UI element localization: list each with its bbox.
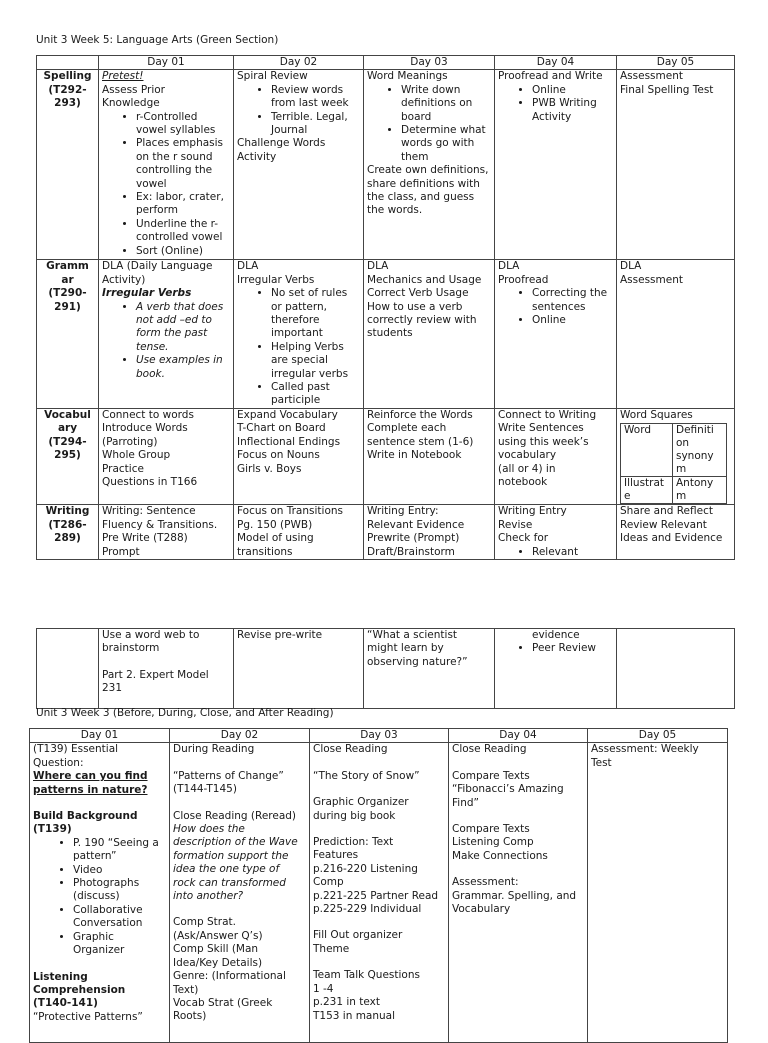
bullet-list: • Relevant [498,546,613,559]
continuation-day2: Revise pre-write [234,629,364,709]
close-reading-question: How does the description of the Wave formation support the idea the one type of rock can transformed into another? [173,823,298,903]
day-header: Day 05 [617,56,735,70]
vocabulary-day1: Connect to words Introduce Words (Parroting) Whole Group Practice Questions in T166 [99,408,234,504]
grammar-row [37,260,735,408]
vocabulary-row [37,408,735,504]
grammar-day4: DLA Proofread • Correcting the sentences • Online [495,260,617,408]
language-arts-table [36,55,735,560]
bullet-list: • r-Controlled vowel syllables • Places emphasis on the r sound controlling the vowel • Ex: labor, crater, perform • Underline the r-controlled vowel • Sort (Online) [102,111,230,258]
reading-day1: (T139) Essential Question: Where can you find patterns in nature? Build Background (T139) • P. 190 “Seeing a pattern” • Video • Photographs (discuss) • Collaborative Conversation • Graphic Organizer Listening Comprehension (T140-141) “Protective Patterns” [30,743,170,1043]
spelling-day4: Proofread and Write • Online • PWB Writing Activity [495,70,617,260]
spelling-day1: Pretest! Assess Prior Knowledge • r-Controlled vowel syllables • Places emphasis on the r sound controlling the vowel • Ex: labor, crater, perform • Underline the r-controlled vowel • Sort (Online) [99,70,234,260]
row-header-grammar: Gramm ar (T290- 291) [37,260,99,408]
writing-day1: Writing: Sentence Fluency & Transitions. Pre Write (T288) Prompt [99,505,234,560]
writing-day3: Writing Entry: Relevant Evidence Prewrite (Prompt) Draft/Brainstorm [364,505,495,560]
bullet-list: • Review words from last week • Terrible. Legal, Journal [237,84,360,138]
irregular-verbs-heading: Irregular Verbs [102,287,192,300]
word-square-antonym: Antony m [673,477,727,504]
grammar-day1: DLA (Daily Language Activity) Irregular Verbs • A verb that does not add –ed to form the past tense. • Use examples in book. [99,260,234,408]
grammar-day5: DLA Assessment [617,260,735,408]
spelling-day5: Assessment Final Spelling Test [617,70,735,260]
row-header-vocabulary: Vocabul ary (T294- 295) [37,408,99,504]
day-header: Day 03 [310,729,449,743]
continuation-day4: evidence • Peer Review [495,629,617,709]
section2-title: Unit 3 Week 3 (Before, During, Close, and After Reading) [36,707,334,719]
vocabulary-day4: Connect to Writing Write Sentences using this week’s vocabulary (all or 4) in notebook [495,408,617,504]
row-header-spelling: Spelling (T292- 293) [37,70,99,260]
vocabulary-day2: Expand Vocabulary T-Chart on Board Inflectional Endings Focus on Nouns Girls v. Boys [234,408,364,504]
reading-day2: During Reading “Patterns of Change” (T144-T145) Close Reading (Reread) How does the description of the Wave formation support the idea the one type of rock can transformed into another? Comp Strat. (Ask/Answer Q’s) Comp Skill (Man Idea/Key Details) Genre: (Informational Text) Vocab Strat (Greek Roots) [170,743,310,1043]
vocabulary-day5: Word Squares Word Definiti on synony m Illustrat e Antony m [617,408,735,504]
bullet-list: • P. 190 “Seeing a pattern” • Video • Photographs (discuss) • Collaborative Conversation • Graphic Organizer [33,837,166,958]
bullet-list: • Peer Review [498,642,613,655]
writing-day2: Focus on Transitions Pg. 150 (PWB) Model of using transitions [234,505,364,560]
continuation-day5 [617,629,735,709]
writing-continuation-row [37,629,735,709]
build-background-heading: Build Background (T139) [33,810,138,836]
writing-day4: Writing Entry Revise Check for • Relevant [495,505,617,560]
reading-row [30,743,728,1043]
bullet-list: • No set of rules or pattern, therefore important • Helping Verbs are special irregular verbs • Called past participle [237,287,360,408]
writing-row [37,505,735,560]
word-square-word: Word [621,424,673,477]
section1-title: Unit 3 Week 5: Language Arts (Green Section) [36,34,279,46]
grammar-day2: DLA Irregular Verbs • No set of rules or pattern, therefore important • Helping Verbs are special irregular verbs • Called past participle [234,260,364,408]
essential-question: Where can you find patterns in nature? [33,770,148,796]
day-header: Day 05 [588,729,728,743]
day-header: Day 01 [99,56,234,70]
reading-day5: Assessment: Weekly Test [588,743,728,1043]
spelling-day3: Word Meanings • Write down definitions on board • Determine what words go with them Create own definitions, share definitions with the class, and guess the words. [364,70,495,260]
spelling-row [37,70,735,260]
grammar-day3: DLA Mechanics and Usage Correct Verb Usage How to use a verb correctly review with students [364,260,495,408]
bullet-list: • Online • PWB Writing Activity [498,84,613,124]
vocabulary-day3: Reinforce the Words Complete each sentence stem (1-6) Write in Notebook [364,408,495,504]
day-header: Day 04 [495,56,617,70]
row-header-writing: Writing (T286- 289) [37,505,99,560]
writing-day5: Share and Reflect Review Relevant Ideas and Evidence [617,505,735,560]
day-header: Day 03 [364,56,495,70]
bullet-list: • A verb that does not add –ed to form the past tense. • Use examples in book. [102,301,230,381]
bullet-list: • Correcting the sentences • Online [498,287,613,327]
day-header: Day 02 [170,729,310,743]
bullet-list: • Write down definitions on board • Determine what words go with them [367,84,491,164]
writing-continuation-table [36,628,735,709]
reading-day4: Close Reading Compare Texts “Fibonacci’s Amazing Find” Compare Texts Listening Comp Make Connections Assessment: Grammar. Spelling, and Vocabulary [449,743,588,1043]
word-square-definition: Definiti on synony m [673,424,727,477]
word-square-illustrate: Illustrat e [621,477,673,504]
day-header: Day 02 [234,56,364,70]
reading-table [29,728,728,1043]
continuation-day1: Use a word web to brainstorm Part 2. Expert Model 231 [99,629,234,709]
header-row [37,56,735,70]
header-row [30,729,728,743]
continuation-day3: “What a scientist might learn by observing nature?” [364,629,495,709]
continuation-header-cell [37,629,99,709]
reading-day3: Close Reading “The Story of Snow” Graphic Organizer during big book Prediction: Text Features p.216-220 Listening Comp p.221-225 Partner Read p.225-229 Individual Fill Out organizer Theme Team Talk Questions 1 -4 p.231 in text T153 in manual [310,743,449,1043]
spelling-day2: Spiral Review • Review words from last week • Terrible. Legal, Journal Challenge Words Activity [234,70,364,260]
day-header: Day 04 [449,729,588,743]
pretest-label: Pretest! [102,70,144,83]
word-squares-grid [620,423,727,504]
day-header: Day 01 [30,729,170,743]
corner-cell [37,56,99,70]
listening-heading: Listening Comprehension (T140-141) [33,970,126,1010]
